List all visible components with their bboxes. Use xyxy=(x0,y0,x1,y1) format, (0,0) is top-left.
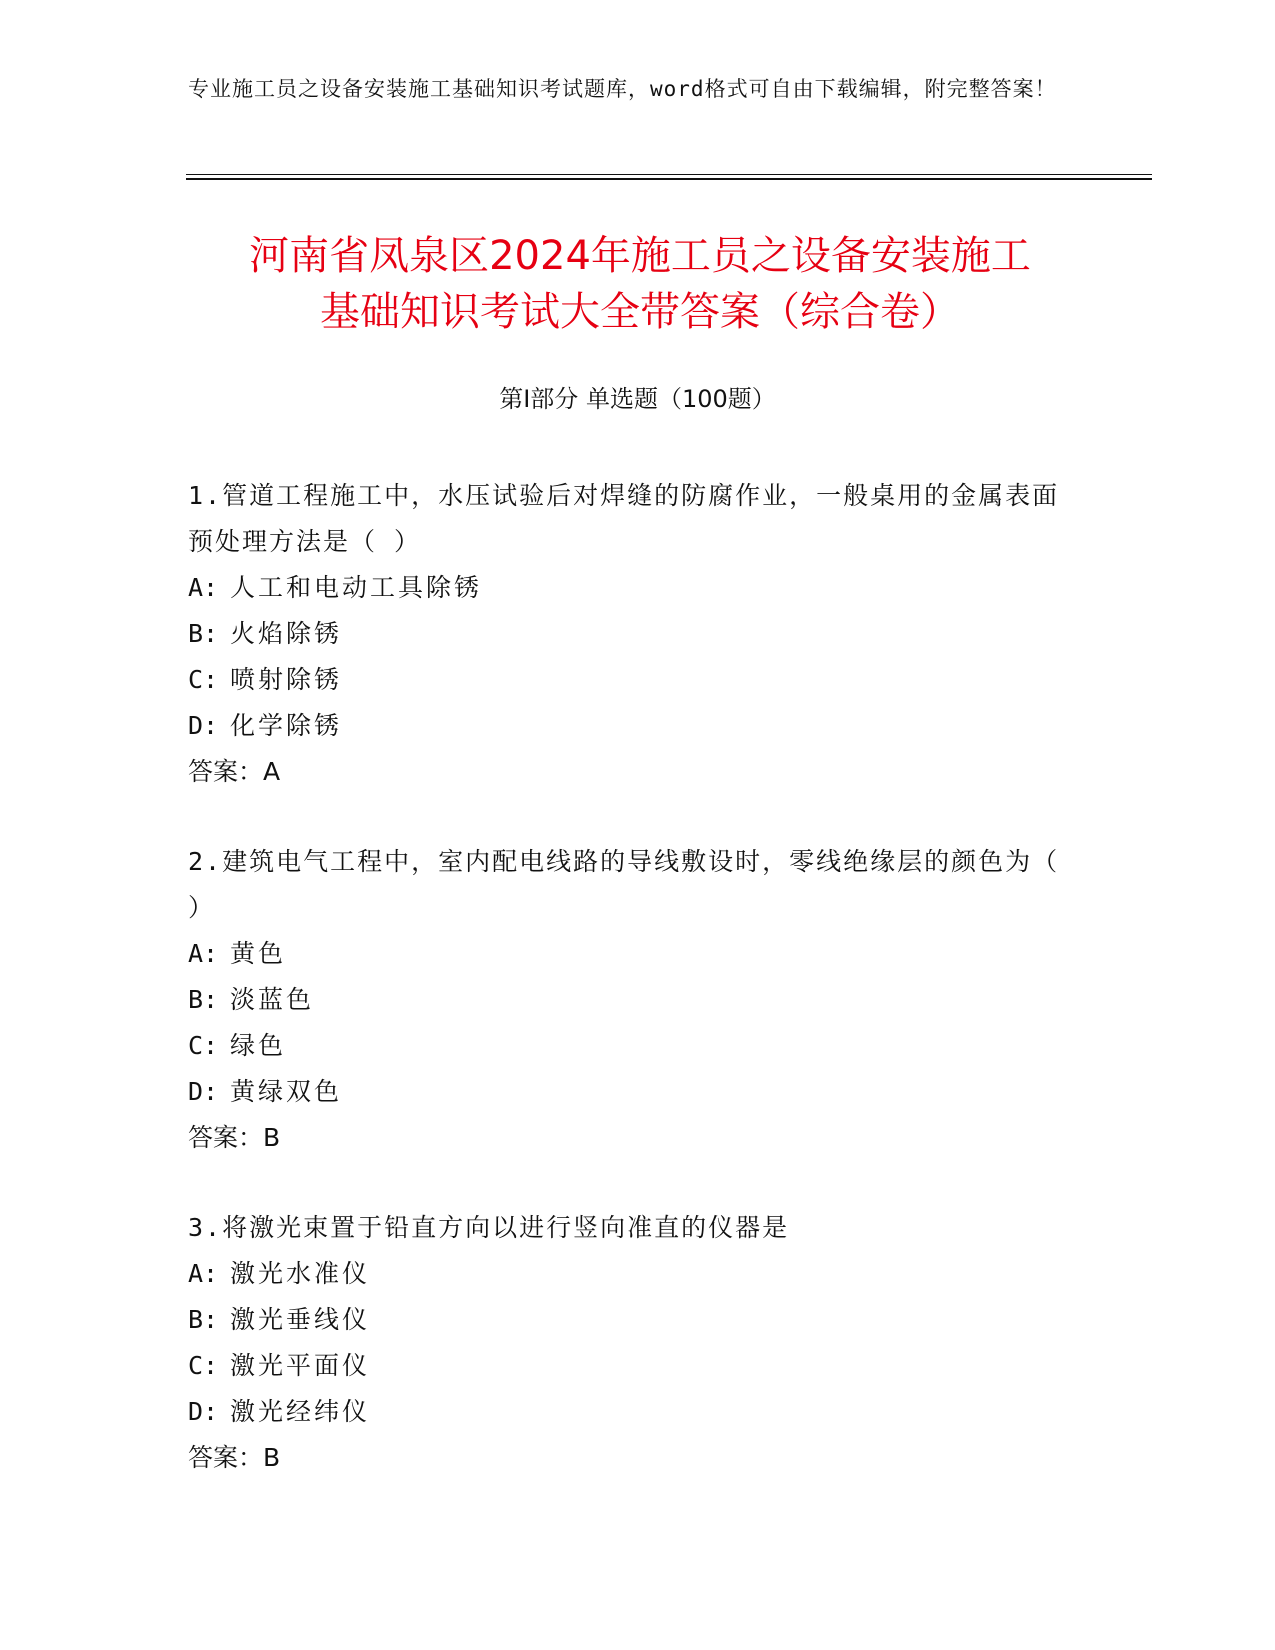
option-d xyxy=(188,1389,1068,1435)
document-title xyxy=(140,228,1140,340)
option-b xyxy=(188,977,1068,1023)
question-1 xyxy=(188,473,1068,795)
header-divider-thick xyxy=(186,178,1152,180)
option-letter: D: xyxy=(188,1077,219,1106)
option-d xyxy=(188,1069,1068,1115)
option-a xyxy=(188,1251,1068,1297)
question-stem: 1.管道工程施工中，水压试验后对焊缝的防腐作业，一般桌用的金属表面预处理方法是（ ） xyxy=(188,481,1060,556)
option-text: 激光垂线仪 xyxy=(230,1305,371,1334)
option-text: 激光平面仪 xyxy=(230,1351,371,1380)
question-3 xyxy=(188,1205,1068,1481)
question-2 xyxy=(188,839,1068,1161)
option-b xyxy=(188,1297,1068,1343)
section-title: 第I部分 单选题（100题） xyxy=(499,385,776,413)
option-letter: A: xyxy=(188,1259,219,1288)
option-letter: D: xyxy=(188,1397,219,1426)
header-note: 专业施工员之设备安装施工基础知识考试题库，word格式可自由下载编辑，附完整答案！ xyxy=(188,77,1057,101)
option-a xyxy=(188,931,1068,977)
question-stem: 2.建筑电气工程中，室内配电线路的导线敷设时，零线绝缘层的颜色为（ ） xyxy=(188,847,1060,922)
option-letter: A: xyxy=(188,939,219,968)
option-text: 化学除锈 xyxy=(230,711,343,740)
option-letter: D: xyxy=(188,711,219,740)
option-a xyxy=(188,565,1068,611)
option-letter: C: xyxy=(188,1031,219,1060)
option-text: 激光水准仪 xyxy=(230,1259,371,1288)
option-c xyxy=(188,1023,1068,1069)
question-answer: 答案：A xyxy=(188,757,281,786)
option-letter: B: xyxy=(188,1305,219,1334)
option-letter: A: xyxy=(188,573,219,602)
document-title-line-2: 基础知识考试大全带答案（综合卷） xyxy=(320,289,960,335)
option-text: 黄色 xyxy=(230,939,287,968)
option-letter: B: xyxy=(188,985,219,1014)
question-list xyxy=(188,473,1068,1525)
option-letter: C: xyxy=(188,1351,219,1380)
option-text: 激光经纬仪 xyxy=(230,1397,371,1426)
question-answer: 答案：B xyxy=(188,1443,281,1472)
option-letter: C: xyxy=(188,665,219,694)
option-text: 人工和电动工具除锈 xyxy=(230,573,483,602)
option-text: 黄绿双色 xyxy=(230,1077,343,1106)
option-d xyxy=(188,703,1068,749)
option-c xyxy=(188,657,1068,703)
question-stem: 3.将激光束置于铅直方向以进行竖向准直的仪器是 xyxy=(188,1213,790,1242)
option-letter: B: xyxy=(188,619,219,648)
option-text: 喷射除锈 xyxy=(230,665,343,694)
option-text: 火焰除锈 xyxy=(230,619,343,648)
document-title-line-1: 河南省凤泉区2024年施工员之设备安装施工 xyxy=(249,233,1031,279)
question-answer: 答案：B xyxy=(188,1123,281,1152)
option-b xyxy=(188,611,1068,657)
header-divider-thin xyxy=(186,174,1152,175)
option-text: 淡蓝色 xyxy=(230,985,315,1014)
option-c xyxy=(188,1343,1068,1389)
option-text: 绿色 xyxy=(230,1031,287,1060)
